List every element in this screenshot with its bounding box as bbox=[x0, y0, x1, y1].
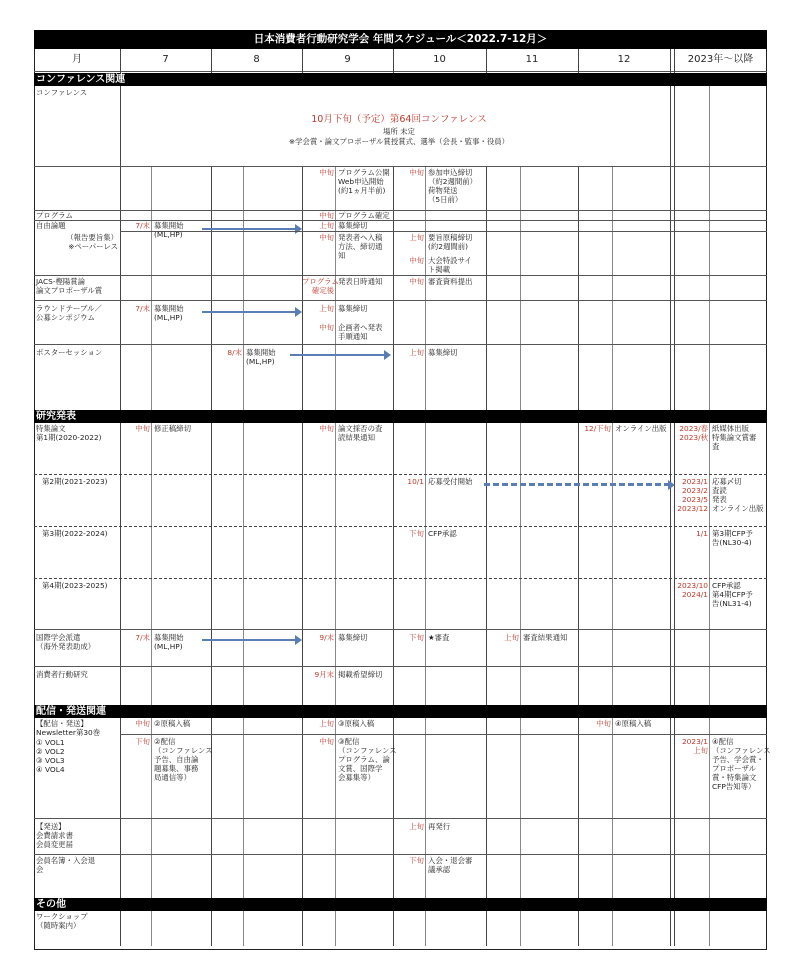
row-divider bbox=[120, 231, 767, 232]
tag: 上旬 bbox=[319, 304, 334, 313]
row-label-special: 特集論文 第1期(2020-2022) bbox=[36, 424, 102, 442]
tag: 中旬 bbox=[135, 424, 150, 433]
tag: 中旬 bbox=[409, 277, 424, 286]
tag: 下旬 bbox=[409, 633, 424, 642]
row-label-ship: 【発送】 会費請求書 会員変更届 bbox=[36, 822, 73, 849]
grid-col bbox=[120, 49, 121, 946]
grid-subcol bbox=[425, 166, 426, 946]
section-research: 研究発表 bbox=[34, 410, 767, 423]
schedule-sheet bbox=[34, 30, 771, 950]
tag: 上旬 bbox=[409, 348, 424, 357]
row-label-poster: ポスターセッション bbox=[36, 348, 103, 357]
tag: 中旬 bbox=[319, 323, 334, 332]
header-month-11: 11 bbox=[525, 54, 539, 65]
tag: 7/末 bbox=[135, 304, 150, 313]
cell-text: 審査結果通知 bbox=[523, 633, 568, 642]
row-divider bbox=[34, 275, 767, 276]
row-divider bbox=[34, 666, 767, 667]
arrow-intl bbox=[202, 639, 297, 641]
cell-text: 募集開始 (ML,HP) bbox=[154, 221, 184, 239]
tag: 中旬 bbox=[409, 168, 424, 177]
cell-text: 発表日時通知 bbox=[338, 277, 383, 286]
cell-text: 応募〆切 査読 発表 オンライン出版 bbox=[712, 477, 764, 513]
cell-text: 第3期CFP予 告(NL30-4) bbox=[712, 529, 753, 547]
arrow-free bbox=[202, 228, 297, 230]
header-month-10: 10 bbox=[433, 54, 446, 65]
grid-subcol bbox=[709, 86, 710, 946]
tag: 10/1 bbox=[407, 477, 424, 486]
cell-text: 修正稿締切 bbox=[154, 424, 191, 433]
tag: 7/末 bbox=[135, 633, 150, 642]
cell-text: ④配信 （コンファレンス 予告、学会賞・ プロポーザル 賞・特集論文 CFP告知等） bbox=[712, 737, 771, 791]
cell-text: 募集開始 (ML,HP) bbox=[154, 304, 184, 322]
row-divider bbox=[34, 344, 767, 345]
tag: 9月末 bbox=[314, 670, 334, 679]
row-label-period4: 第4期(2023-2025) bbox=[42, 581, 108, 590]
header-divider bbox=[34, 71, 767, 72]
grid-subcol bbox=[151, 166, 152, 946]
cell-text: 入会・退会審 議承認 bbox=[428, 856, 473, 874]
cell-text: CFP承認 bbox=[428, 529, 457, 538]
cell-text: ②原稿入稿 bbox=[154, 719, 191, 728]
cell-text: ★審査 bbox=[428, 633, 450, 642]
cell-text: 紙媒体出版 特集論文賞審 査 bbox=[712, 424, 757, 451]
grid-col bbox=[486, 49, 487, 946]
page-title: 日本消費者行動研究学会 年間スケジュール＜2022.7-12月＞ bbox=[34, 30, 767, 49]
row-label-roundtable: ラウンドテーブル／ 公募シンポジウム bbox=[36, 304, 102, 322]
tag: 9/末 bbox=[319, 633, 334, 642]
cell-text: 募集締切 bbox=[338, 221, 368, 230]
tag: 上旬 bbox=[409, 822, 424, 831]
section-delivery: 配信・発送関連 bbox=[34, 705, 767, 718]
grid-col bbox=[670, 49, 671, 946]
cell-text: 企画者へ発表 手順通知 bbox=[338, 323, 383, 341]
arrow-roundtable bbox=[202, 311, 297, 313]
tag: 中旬 bbox=[596, 719, 611, 728]
tag: プログラム 確定後 bbox=[302, 277, 339, 295]
row-label-workshop: ワークショップ （随時案内） bbox=[36, 912, 88, 930]
row-divider bbox=[34, 818, 767, 819]
row-label-report: （報告要旨集） ※ペーパーレス bbox=[66, 233, 118, 251]
tag: 中旬 bbox=[319, 211, 334, 220]
tag: 下旬 bbox=[409, 856, 424, 865]
cell-text: ③原稿入稿 bbox=[338, 719, 375, 728]
grid-subcol bbox=[520, 166, 521, 946]
cell-text: プログラム確定 bbox=[338, 211, 390, 220]
header-month-12: 12 bbox=[617, 54, 631, 65]
grid-subcol bbox=[612, 166, 613, 946]
cell-text: 募集締切 bbox=[428, 348, 458, 357]
row-label-period2: 第2期(2021-2023) bbox=[42, 477, 108, 486]
row-label-program: プログラム bbox=[36, 211, 73, 220]
tag: 上旬 bbox=[319, 719, 334, 728]
tag: 中旬 bbox=[319, 233, 334, 242]
header-future: 2023年～以降 bbox=[687, 54, 754, 65]
arrow-period2 bbox=[484, 483, 670, 486]
conference-block-bg bbox=[121, 86, 669, 166]
conference-main-title: 10月下旬（予定）第64回コンファレンス bbox=[311, 114, 487, 125]
grid-col bbox=[578, 49, 579, 946]
cell-text: 要旨原稿締切 (約2週間前) bbox=[428, 233, 473, 251]
cell-text: オンライン出版 bbox=[615, 424, 667, 433]
row-label-intl: 国際学会派遣 （海外発表助成） bbox=[36, 633, 96, 651]
cell-text: 参加申込締切 （約2週間前） 荷物発送 （5日前） bbox=[428, 168, 478, 204]
cell-text: 発表者へ入稿 方法、締切通 知 bbox=[338, 233, 383, 260]
tag: 中旬 bbox=[409, 256, 424, 265]
tag: 上旬 bbox=[319, 221, 334, 230]
header-month-8: 8 bbox=[253, 54, 260, 65]
row-label-member: 会員名簿・入会退 会 bbox=[36, 856, 96, 874]
row-label-jacs: JACS-樫陽賞論 論文プロポーザル賞 bbox=[36, 277, 103, 295]
cell-text: ③配信 （コンファレンス プログラム、論 文賞、国際学 会募集等） bbox=[338, 737, 397, 782]
cell-text: 大会特設サイ ト掲載 bbox=[428, 256, 472, 274]
tag: 中旬 bbox=[319, 737, 334, 746]
conference-note: ※学会賞・論文プロポーザル賞授賞式、選挙（会長・監事・役員） bbox=[288, 137, 510, 146]
tag: 8/末 bbox=[227, 348, 242, 357]
section-other: その他 bbox=[34, 898, 767, 911]
row-label-conference: コンファレンス bbox=[36, 88, 88, 97]
header-month-label: 月 bbox=[72, 54, 82, 65]
row-divider bbox=[34, 854, 767, 855]
tag: 2023/1 上旬 bbox=[681, 737, 708, 755]
header-month-7: 7 bbox=[162, 54, 169, 65]
row-divider bbox=[34, 578, 767, 579]
grid-col bbox=[211, 49, 212, 946]
grid-col bbox=[393, 49, 394, 946]
cell-text: 応募受付開始 bbox=[428, 477, 473, 486]
row-divider bbox=[120, 734, 767, 735]
tag: 中旬 bbox=[319, 424, 334, 433]
tag: 2023/春 2023/秋 bbox=[679, 424, 708, 442]
cell-text: 募集締切 bbox=[338, 304, 368, 313]
arrow-poster bbox=[290, 354, 386, 356]
cell-text: 募集開始 (ML,HP) bbox=[246, 348, 276, 366]
tag: 上旬 bbox=[504, 633, 519, 642]
cell-text: 募集締切 bbox=[338, 633, 368, 642]
tag: 下旬 bbox=[409, 529, 424, 538]
cell-text: 掲載希望締切 bbox=[338, 670, 383, 679]
row-label-volumes: ① VOL1 ② VOL2 ③ VOL3 ④ VOL4 bbox=[36, 738, 65, 774]
cell-text: ②配信 （コンファレンス 予告、自由論 題募集、事務 局通信等） bbox=[154, 737, 213, 782]
row-label-free: 自由論題 bbox=[36, 221, 66, 230]
tag: 2023/10 2024/1 bbox=[677, 581, 708, 599]
cell-text: 再発行 bbox=[428, 822, 451, 831]
tag: 12/下旬 bbox=[584, 424, 611, 433]
row-label-newsletter: 【配信・発送】 Newsletter第30巻 bbox=[36, 719, 101, 737]
tag: 下旬 bbox=[135, 737, 150, 746]
grid-subcol bbox=[243, 166, 244, 946]
section-conference: コンファレンス関連 bbox=[34, 73, 767, 86]
row-divider bbox=[34, 210, 767, 211]
row-divider bbox=[34, 474, 767, 475]
cell-text: CFP承認 第4期CFP予 告(NL31-4) bbox=[712, 581, 753, 608]
conference-location: 場所 未定 bbox=[383, 127, 415, 136]
grid-col bbox=[302, 49, 303, 946]
row-divider bbox=[34, 629, 767, 630]
row-divider bbox=[34, 166, 767, 167]
row-divider bbox=[34, 300, 767, 301]
tag: 中旬 bbox=[319, 168, 334, 177]
cell-text: 審査資料提出 bbox=[428, 277, 473, 286]
cell-text: 募集開始 (ML,HP) bbox=[154, 633, 184, 651]
tag: 中旬 bbox=[135, 719, 150, 728]
tag: 2023/1 2023/2 2023/5 2023/12 bbox=[677, 477, 708, 513]
cell-text: 論文採否の査 読結果通知 bbox=[338, 424, 383, 442]
row-label-cbr: 消費者行動研究 bbox=[36, 670, 88, 679]
cell-text: プログラム公開 Web申込開始 (約1ヵ月半前) bbox=[338, 168, 390, 195]
tag: 7/末 bbox=[135, 221, 150, 230]
tag: 上旬 bbox=[409, 233, 424, 242]
header-month-9: 9 bbox=[344, 54, 351, 65]
tag: 1/1 bbox=[696, 529, 708, 538]
cell-text: ④原稿入稿 bbox=[615, 719, 652, 728]
row-label-period3: 第3期(2022-2024) bbox=[42, 529, 108, 538]
row-divider bbox=[34, 526, 767, 527]
